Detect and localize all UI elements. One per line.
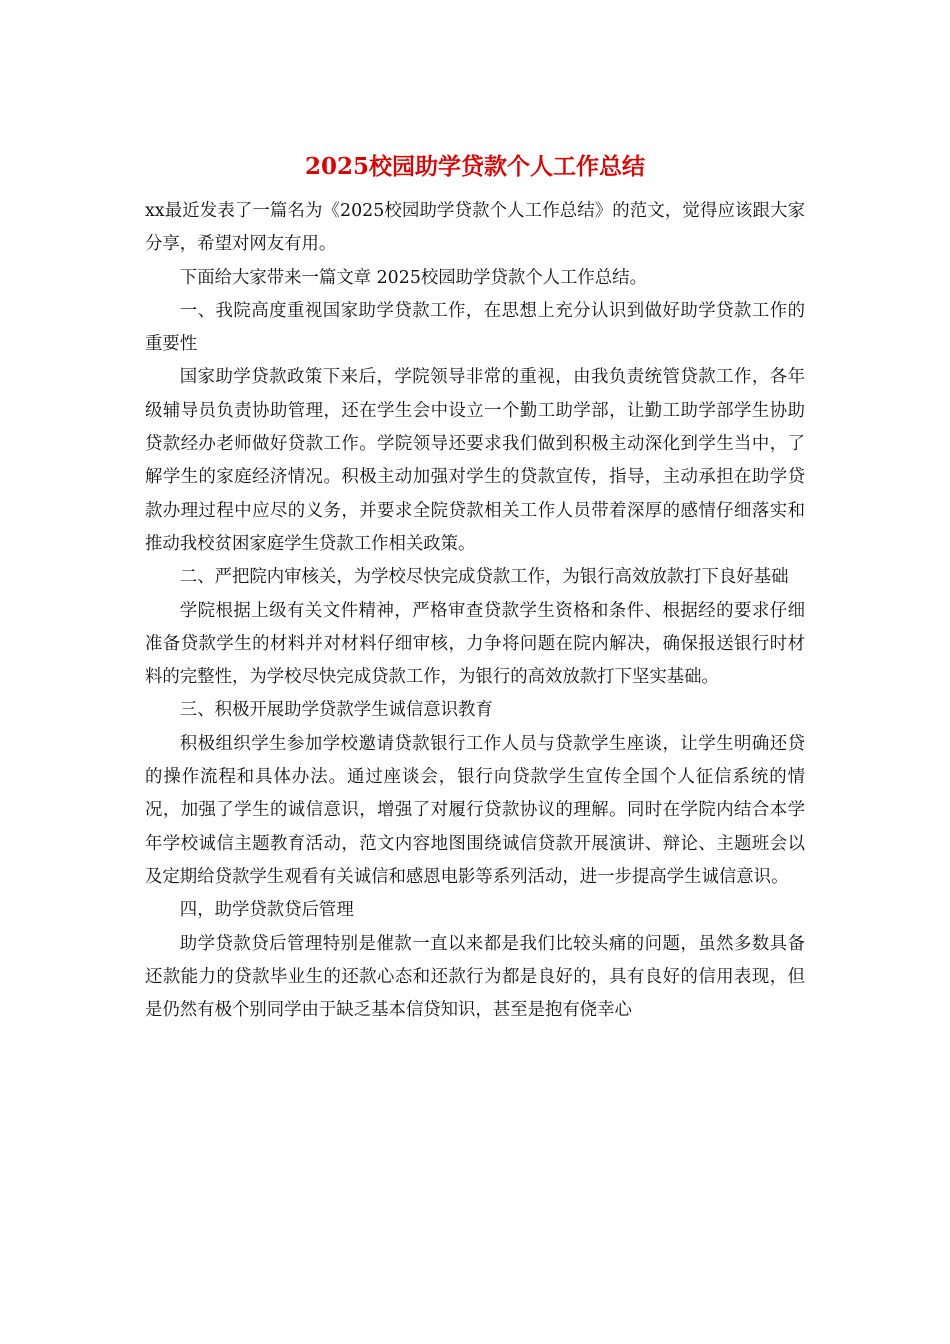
document-title: 2025校园助学贷款个人工作总结 — [304, 153, 645, 180]
document-body — [145, 195, 805, 1027]
section-heading-4: 四，助学贷款贷后管理 — [179, 900, 354, 921]
section-heading-1: 一、我院高度重视国家助学贷款工作，在思想上充分认识到做好助学贷款工作的重要性 — [145, 300, 805, 355]
section-heading-2: 二、严把院内审核关，为学校尽快完成贷款工作，为银行高效放款打下良好基础 — [179, 567, 789, 588]
intro-paragraph: xx最近发表了一篇名为《2025校园助学贷款个人工作总结》的范文，觉得应该跟大家分享，希望对网友有用。 — [145, 201, 805, 255]
section-body-3: 积极组织学生参加学校邀请贷款银行工作人员与贷款学生座谈，让学生明确还贷的操作流程和具体办法。通过座谈会，银行向贷款学生宣传全国个人征信系统的情况，加强了学生的诚信意识，增强了对履行贷款协议的理解。同时在学院内结合本学年学校诚信主题教育活动，范文内容地图围绕诚信贷款开展演讲、辩论、主题班会以及定期给贷款学生观看有关诚信和感恩电影等系列活动，进一步提高学生诚信意识。 — [145, 733, 805, 887]
section-body-2: 学院根据上级有关文件精神，严格审查贷款学生资格和条件、根据经的要求仔细准备贷款学生的材料并对材料仔细审核，力争将问题在院内解决，确保报送银行时材料的完整性，为学校尽快完成贷款工作，为银行的高效放款打下坚实基础。 — [145, 600, 805, 688]
lead-paragraph: 下面给大家带来一篇文章 2025校园助学贷款个人工作总结。 — [179, 267, 647, 288]
section-body-4: 助学贷款贷后管理特别是催款一直以来都是我们比较头痛的问题，虽然多数具备还款能力的贷款毕业生的还款心态和还款行为都是良好的，具有良好的信用表现，但是仍然有极个别同学由于缺乏基本信贷知识，甚至是抱有侥幸心 — [145, 933, 805, 1021]
section-body-1: 国家助学贷款政策下来后，学院领导非常的重视，由我负责统管贷款工作，各年级辅导员负责协助管理，还在学生会中设立一个勤工助学部，让勤工助学部学生协助贷款经办老师做好贷款工作。学院领导还要求我们做到积极主动深化到学生当中，了解学生的家庭经济情况。积极主动加强对学生的贷款宣传，指导，主动承担在助学贷款办理过程中应尽的义务，并要求全院贷款相关工作人员带着深厚的感情仔细落实和推动我校贫困家庭学生贷款工作相关政策。 — [145, 367, 805, 554]
section-heading-3: 三、积极开展助学贷款学生诚信意识教育 — [179, 700, 493, 721]
